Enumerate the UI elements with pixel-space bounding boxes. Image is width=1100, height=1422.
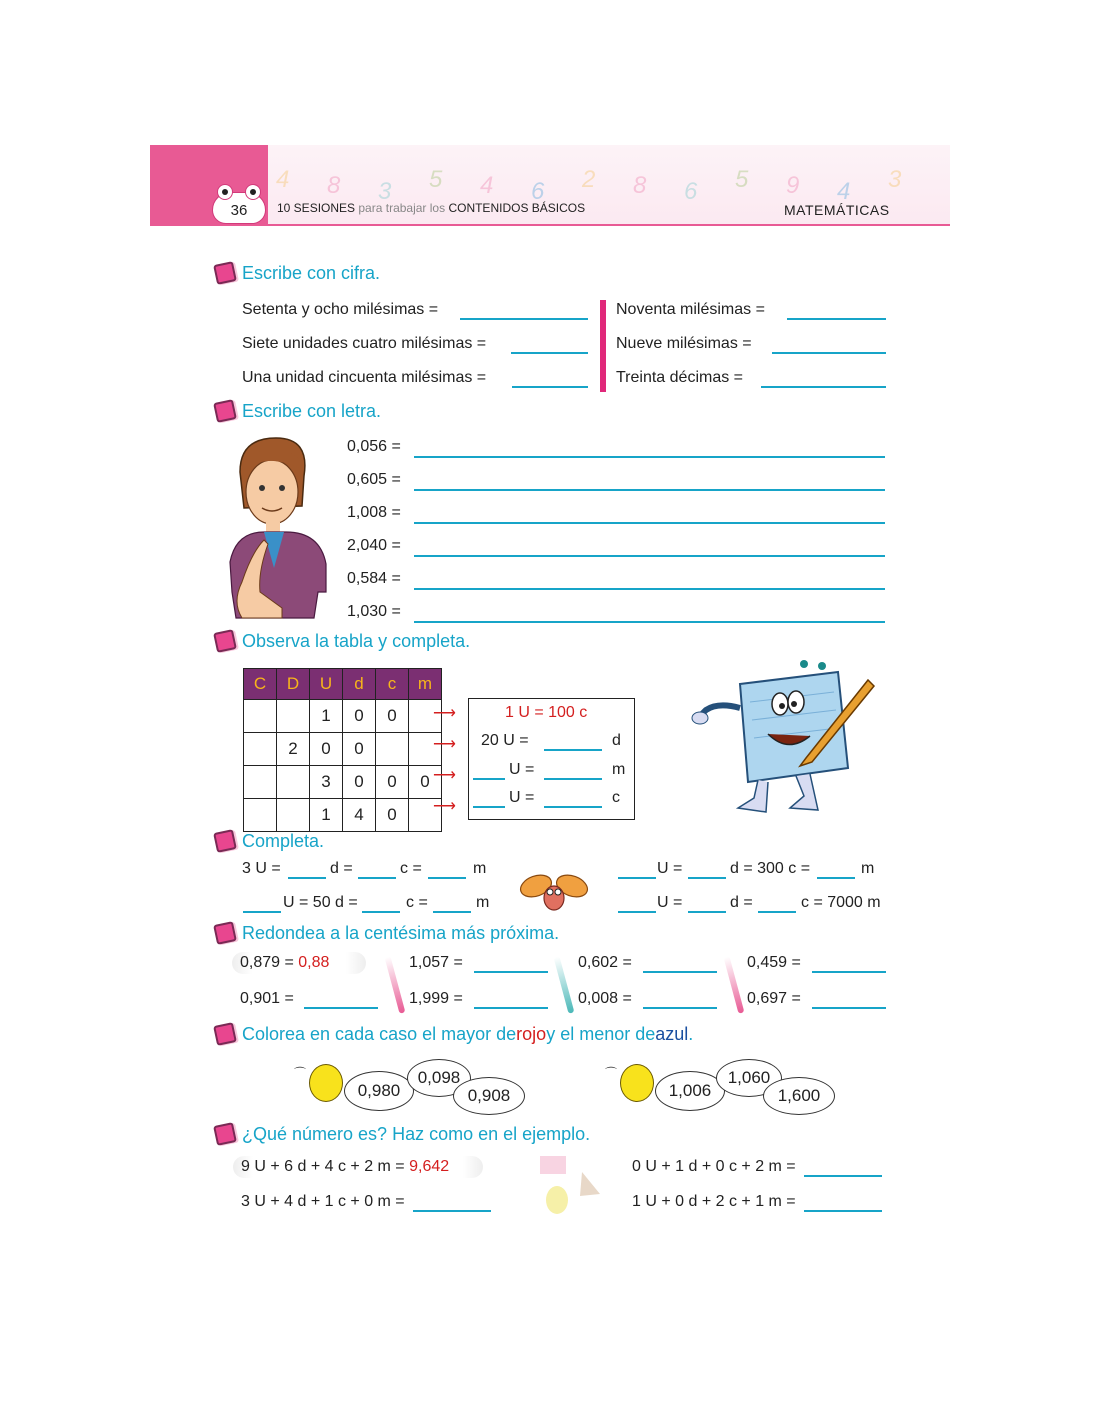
decomposition-example: 9 U + 6 d + 4 c + 2 m = 9,642	[241, 1158, 450, 1175]
decorative-digit: 8	[327, 172, 341, 199]
table-cell: 0	[376, 766, 409, 799]
rounding-label: 1,057 =	[409, 954, 463, 971]
decomposition-label: 1 U + 0 d + 2 c + 1 m =	[632, 1193, 796, 1210]
decorative-digit: 6	[531, 178, 545, 205]
conversion-label: U =	[657, 860, 683, 877]
answer-line[interactable]	[474, 971, 548, 973]
answer-line[interactable]	[414, 588, 885, 590]
arrow-right-icon: ⟶	[433, 767, 456, 784]
frog-eye-icon	[217, 184, 233, 200]
antenna-icon: ⌒	[605, 1066, 618, 1080]
decimal-label: 0,605 =	[347, 471, 401, 488]
conversion-label: m	[473, 860, 487, 877]
decorative-digit: 5	[735, 166, 749, 193]
conversion-label: U =	[657, 894, 683, 911]
answer-line[interactable]	[643, 1007, 717, 1009]
answer-line[interactable]	[243, 911, 281, 913]
caterpillar-head-icon	[309, 1064, 343, 1102]
table-cell: 0	[409, 766, 442, 799]
decimal-label: 1,030 =	[347, 603, 401, 620]
table-row	[244, 799, 442, 832]
table-row	[244, 766, 442, 799]
decimal-label: 0,584 =	[347, 570, 401, 587]
table-header-cell: c	[376, 669, 409, 700]
answer-line[interactable]	[804, 1175, 882, 1177]
answer-line[interactable]	[362, 911, 400, 913]
number-bubble[interactable]: 0,908	[453, 1077, 525, 1115]
exercise-label: Siete unidades cuatro milésimas =	[242, 335, 487, 352]
conversion-label: d = 300 c =	[730, 860, 811, 877]
answer-line[interactable]	[512, 386, 588, 388]
answer-line[interactable]	[544, 806, 602, 808]
answer-line[interactable]	[643, 971, 717, 973]
arrow-right-icon: ⟶	[433, 798, 456, 815]
section-heading-4: Completa.	[215, 830, 324, 852]
arrow-right-icon: ⟶	[433, 736, 456, 753]
answer-line[interactable]	[817, 877, 855, 879]
rounding-label: 1,999 =	[409, 990, 463, 1007]
answer-line[interactable]	[414, 555, 885, 557]
answer-line[interactable]	[414, 522, 885, 524]
book-icon	[213, 261, 237, 285]
table-row	[244, 700, 442, 733]
answer-line[interactable]	[787, 318, 886, 320]
table-row	[244, 733, 442, 766]
table-cell: 1	[310, 799, 343, 832]
answer-line[interactable]	[618, 877, 656, 879]
table-cell: 0	[310, 733, 343, 766]
section-heading-7: ¿Qué número es? Haz como en el ejemplo.	[215, 1123, 590, 1145]
table-cell: 0	[343, 766, 376, 799]
decorative-slash	[385, 956, 406, 1014]
decimal-label: 1,008 =	[347, 504, 401, 521]
answer-line[interactable]	[688, 911, 726, 913]
answer-line[interactable]	[812, 1007, 886, 1009]
answer-line[interactable]	[618, 911, 656, 913]
conversion-label: 3 U =	[242, 860, 281, 877]
answer-line[interactable]	[804, 1210, 882, 1212]
answer-line[interactable]	[413, 1210, 491, 1212]
decorative-digit: 6	[684, 178, 698, 205]
section-heading-5: Redondea a la centésima más próxima.	[215, 922, 559, 944]
header-divider	[150, 224, 950, 226]
decorative-slash	[554, 956, 575, 1014]
answer-line[interactable]	[288, 877, 326, 879]
table-header-cell: U	[310, 669, 343, 700]
answer-line[interactable]	[474, 1007, 548, 1009]
decomposition-label: 3 U + 4 d + 1 c + 0 m =	[241, 1193, 405, 1210]
decorative-slash	[724, 956, 745, 1014]
answer-line[interactable]	[473, 806, 505, 808]
answer-line[interactable]	[428, 877, 466, 879]
conversion-label: d =	[330, 860, 353, 877]
table-cell: 0	[343, 733, 376, 766]
bug-illustration	[518, 868, 590, 916]
answer-line[interactable]	[473, 778, 505, 780]
equivalence-label: U =	[509, 789, 535, 806]
table-cell: 0	[343, 700, 376, 733]
decimal-label: 0,056 =	[347, 438, 401, 455]
decorative-digit: 3	[378, 178, 392, 205]
answer-line[interactable]	[761, 386, 886, 388]
book-icon	[213, 629, 237, 653]
decorative-digit: 3	[888, 166, 902, 193]
unit-label: c	[612, 789, 620, 806]
frog-page-badge	[212, 192, 266, 224]
rounding-label: 0,697 =	[747, 990, 801, 1007]
table-cell: 2	[277, 733, 310, 766]
table-header-cell: m	[409, 669, 442, 700]
decorative-digit: 5	[429, 166, 443, 193]
arrow-right-icon: ⟶	[433, 705, 456, 722]
answer-line[interactable]	[304, 1007, 378, 1009]
book-icon	[213, 399, 237, 423]
table-header-cell: D	[277, 669, 310, 700]
girl-thinking-illustration	[222, 432, 334, 620]
decorative-square	[540, 1156, 566, 1174]
header-title: 10 SESIONES para trabajar los CONTENIDOS BÁSICOS	[277, 201, 586, 215]
rounding-label: 0,602 =	[578, 954, 632, 971]
subject-title: MATEMÁTICAS	[784, 202, 890, 218]
conversion-label: c =	[400, 860, 422, 877]
table-cell	[277, 766, 310, 799]
answer-line[interactable]	[758, 911, 796, 913]
decorative-digit: 4	[480, 172, 494, 199]
exercise-label: Noventa milésimas =	[616, 301, 765, 318]
answer-line[interactable]	[544, 749, 602, 751]
conversion-label: d =	[730, 894, 753, 911]
table-cell: 3	[310, 766, 343, 799]
rounding-label: 0,459 =	[747, 954, 801, 971]
page-number: 36	[230, 202, 248, 219]
caterpillar-head-icon	[620, 1064, 654, 1102]
table-cell	[244, 766, 277, 799]
decorative-digit: 4	[837, 178, 851, 205]
equivalence-label: U =	[509, 761, 535, 778]
answer-line[interactable]	[688, 877, 726, 879]
conversion-label: m	[476, 894, 490, 911]
place-value-table	[243, 668, 442, 832]
decorative-digit: 8	[633, 172, 647, 199]
rounding-label: 0,008 =	[578, 990, 632, 1007]
exercise-label: Treinta décimas =	[616, 369, 744, 386]
rounding-example: 0,879 = 0,88	[240, 954, 330, 971]
table-cell: 1	[310, 700, 343, 733]
decomposition-label: 0 U + 1 d + 0 c + 2 m =	[632, 1158, 796, 1175]
table-cell	[244, 799, 277, 832]
answer-line[interactable]	[414, 489, 885, 491]
section-heading-6: Colorea en cada caso el mayor de rojo y el menor de azul .	[215, 1023, 693, 1045]
number-bubble[interactable]: 0,980	[344, 1071, 414, 1111]
exercise-label: Setenta y ocho milésimas =	[242, 301, 439, 318]
table-cell	[244, 733, 277, 766]
answer-line[interactable]	[772, 352, 886, 354]
number-bubble[interactable]: 1,006	[655, 1071, 725, 1111]
equivalence-label: 20 U =	[481, 732, 529, 749]
exercise-label: Una unidad cincuenta milésimas =	[242, 369, 487, 386]
book-icon	[213, 829, 237, 853]
book-icon	[213, 1122, 237, 1146]
conversion-label: m	[861, 860, 875, 877]
antenna-icon: ⌒	[294, 1066, 307, 1080]
decimal-label: 2,040 =	[347, 537, 401, 554]
answer-line[interactable]	[460, 318, 588, 320]
decorative-triangle	[578, 1170, 602, 1198]
example-equivalence: 1 U = 100 c	[505, 704, 588, 721]
table-header-cell: d	[343, 669, 376, 700]
number-bubble[interactable]: 0,098	[407, 1059, 471, 1097]
conversion-label: c =	[406, 894, 428, 911]
decorative-oval	[546, 1186, 568, 1214]
decorative-digit: 2	[582, 166, 596, 193]
section-heading-1: Escribe con cifra.	[215, 262, 380, 284]
rounding-label: 0,901 =	[240, 990, 294, 1007]
decorative-digit: 4	[276, 166, 290, 193]
answer-line[interactable]	[358, 877, 396, 879]
conversion-label: U = 50 d =	[283, 894, 358, 911]
answer-line[interactable]	[414, 621, 885, 623]
table-cell: 0	[376, 700, 409, 733]
unit-label: d	[612, 732, 621, 749]
number-bubble[interactable]: 1,600	[763, 1077, 835, 1115]
table-cell	[277, 700, 310, 733]
answer-line[interactable]	[433, 911, 471, 913]
number-bubble[interactable]: 1,060	[716, 1059, 782, 1097]
column-divider	[600, 300, 606, 392]
answer-line[interactable]	[544, 778, 602, 780]
answer-line[interactable]	[511, 352, 588, 354]
section-heading-2: Escribe con letra.	[215, 400, 381, 422]
table-cell: 4	[343, 799, 376, 832]
table-cell	[244, 700, 277, 733]
answer-line[interactable]	[414, 456, 885, 458]
notebook-mascot-illustration	[688, 658, 888, 822]
answer-line[interactable]	[812, 971, 886, 973]
section-heading-3: Observa la tabla y completa.	[215, 630, 470, 652]
decorative-digit: 9	[786, 172, 800, 199]
table-cell	[376, 733, 409, 766]
table-header-cell: C	[244, 669, 277, 700]
unit-label: m	[612, 761, 626, 778]
book-icon	[213, 1022, 237, 1046]
exercise-label: Nueve milésimas =	[616, 335, 752, 352]
table-cell: 0	[376, 799, 409, 832]
frog-eye-icon	[245, 184, 261, 200]
conversion-label: c = 7000 m	[801, 894, 881, 911]
table-cell	[277, 799, 310, 832]
book-icon	[213, 921, 237, 945]
